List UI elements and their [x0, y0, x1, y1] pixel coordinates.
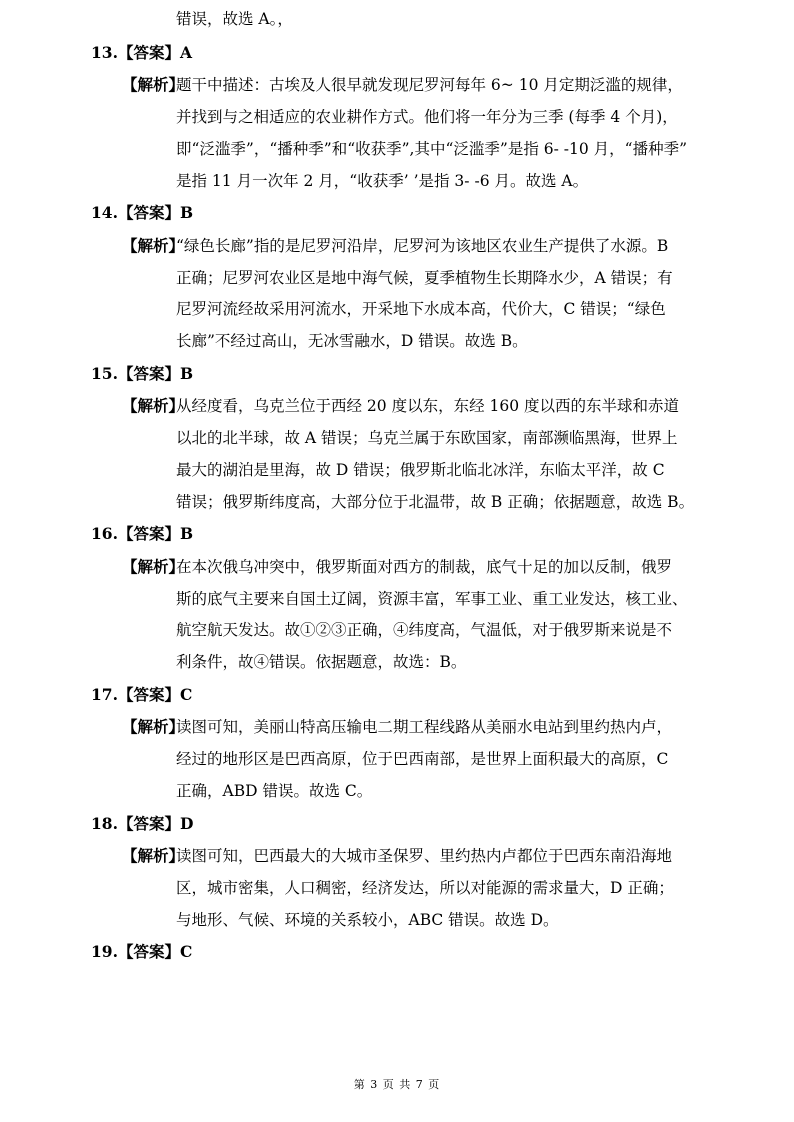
explanation-line: 是指 11 月一次年 2 月，“收获季’ ’是指 3- -6 月。故选 A。 [176, 171, 589, 190]
explanation-line: 题干中描述：古埃及人很早就发现尼罗河每年 6~ 10 月定期泛滥的规律， [176, 76, 683, 95]
explanation-label: 【解析】 [122, 75, 185, 95]
explanation-line: 经过的地形区是巴西高原，位于巴西南部，是世界上面积最大的高原，C [176, 750, 669, 769]
explanation-label: 【解析】 [122, 235, 185, 255]
explanation-line: 读图可知，美丽山特高压输电二期工程线路从美丽水电站到里约热内卢， [176, 718, 673, 737]
answer-heading: 15.【答案】B [91, 363, 194, 383]
explanation-line: 从经度看，乌克兰位于西经 20 度以东，东经 160 度以西的东半球和赤道 [176, 397, 680, 416]
explanation-label: 【解析】 [122, 717, 185, 737]
explanation-tag [122, 75, 184, 95]
answer-heading: 14.【答案】B [91, 203, 194, 223]
explanation-line: 读图可知，巴西最大的大城市圣保罗、里约热内卢都位于巴西东南沿海地 [176, 847, 673, 866]
explanation-label: 【解析】 [122, 846, 185, 866]
answer-heading: 17.【答案】C [91, 684, 193, 704]
explanation-line: 最大的湖泊是里海，故 D 错误；俄罗斯北临北冰洋，东临太平洋，故 C [176, 460, 665, 479]
answer-heading: 18.【答案】D [91, 813, 194, 833]
explanation-line: 即“泛滥季”，“播种季”和“收获季”,其中“泛滥季”是指 6- -10 月，“播种季” [176, 139, 688, 158]
explanation-line: 区，城市密集，人口稠密，经济发达，所以对能源的需求量大，D 正确； [176, 878, 674, 897]
explanation-line: 并找到与之相适应的农业耕作方式。他们将一年分为三季 (每季 4 个月)， [176, 108, 678, 127]
explanation-line: 正确，ABD 错误。故选 C。 [176, 781, 373, 800]
explanation-tag [122, 396, 184, 416]
explanation-line: 利条件，故④错误。依据题意，故选：B。 [176, 653, 467, 671]
explanation-label: 【解析】 [122, 396, 185, 416]
explanation-line: 正确；尼罗河农业区是地中海气候，夏季植物生长期降水少，A 错误；有 [176, 268, 673, 287]
lead-line: 错误，故选 A。， [176, 10, 293, 28]
explanation-line: 尼罗河流经故采用河流水，开采地下水成本高，代价大，C 错误；“绿色 [176, 300, 666, 319]
explanation-tag [122, 557, 184, 577]
answer-heading: 16.【答案】B [91, 524, 194, 544]
explanation-tag [122, 846, 184, 866]
explanation-line: 在本次俄乌冲突中，俄罗斯面对西方的制裁，底气十足的加以反制，俄罗 [176, 557, 673, 576]
answer-heading: 19.【答案】C [91, 942, 193, 962]
explanation-label: 【解析】 [122, 556, 185, 576]
explanation-line: 与地形、气候、环境的关系较小，ABC 错误。故选 D。 [176, 910, 559, 929]
explanation-line: 斯的底气主要来自国土辽阔，资源丰富，军事工业、重工业发达，核工业、 [176, 589, 688, 608]
explanation-line: 航空航天发达。故①②③正确，④纬度高，气温低，对于俄罗斯来说是不 [176, 621, 673, 640]
explanation-line: 错误；俄罗斯纬度高，大部分位于北温带，故 B 正确；依据题意，故选 B。 [176, 492, 695, 511]
page-footer: 第 3 页 共 7 页 [353, 1078, 441, 1091]
explanation-line: 长廊”不经过高山，无冰雪融水，D 错误。故选 B。 [176, 332, 528, 350]
explanation-tag [122, 717, 184, 737]
answer-heading: 13.【答案】A [91, 42, 192, 62]
explanation-line: 以北的北半球，故 A 错误；乌克兰属于东欧国家，南部濒临黑海，世界上 [176, 429, 678, 448]
explanation-line: “绿色长廊”指的是尼罗河沿岸，尼罗河为该地区农业生产提供了水源。B [176, 236, 669, 255]
explanation-tag [122, 236, 184, 256]
